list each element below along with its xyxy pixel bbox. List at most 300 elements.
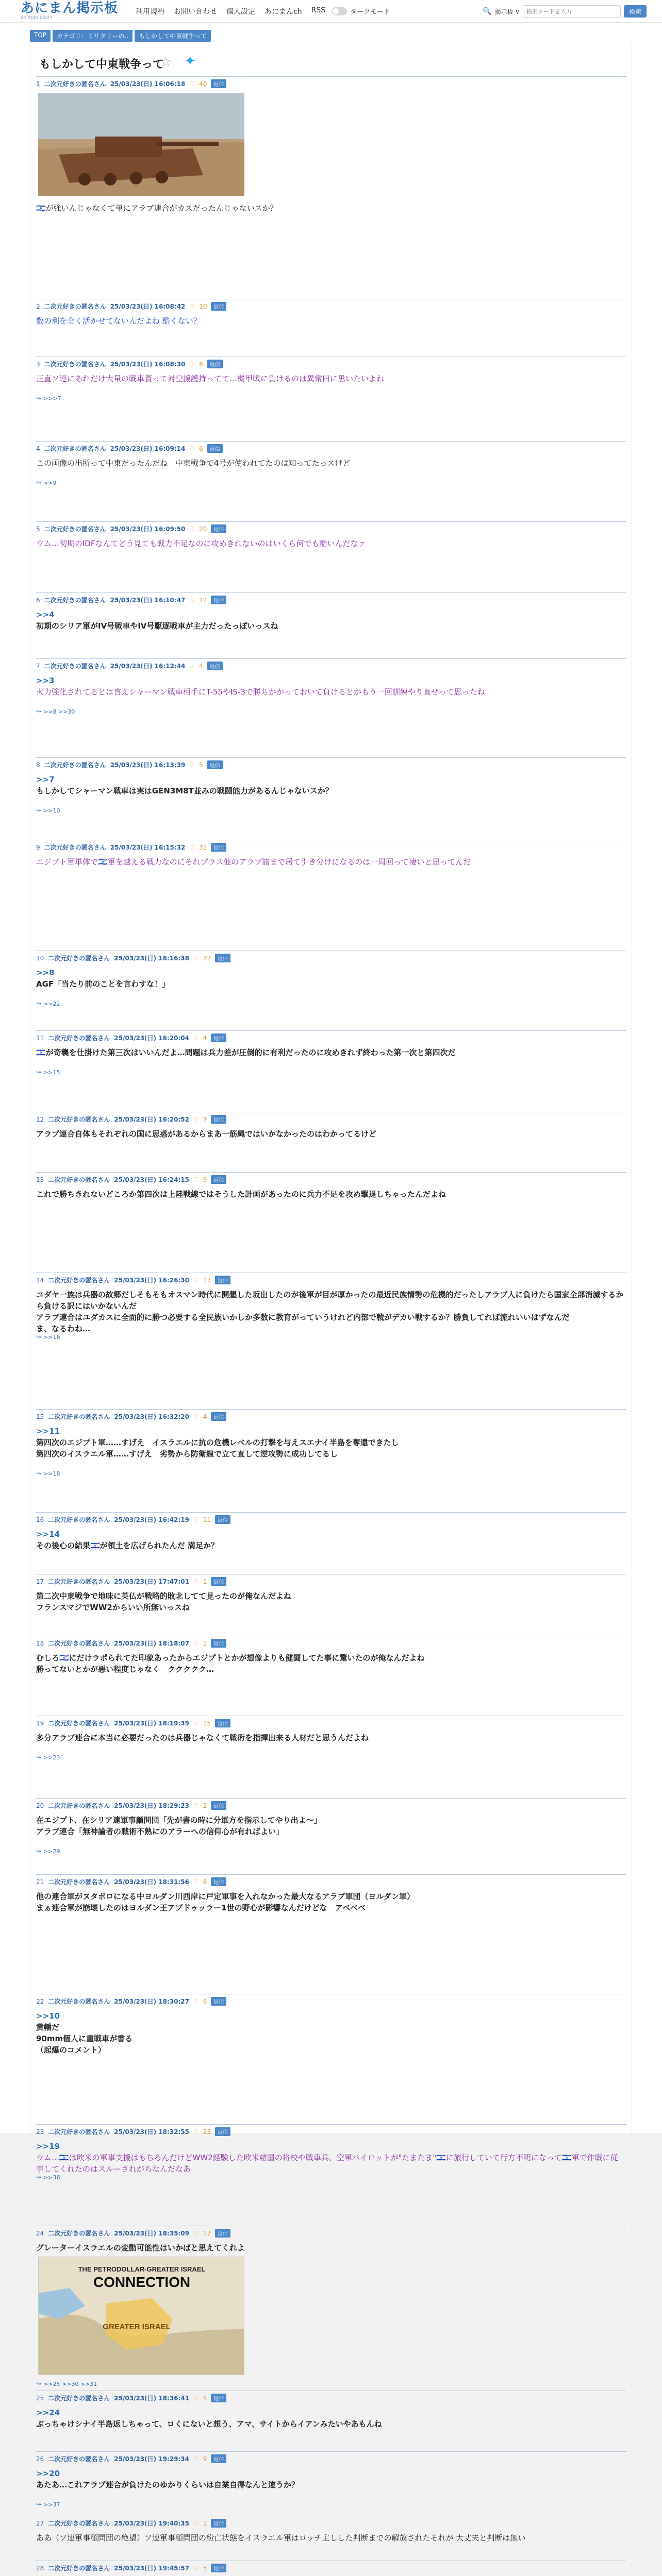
- heart-icon[interactable]: ♡: [193, 2455, 199, 2463]
- reply-anchor-links[interactable]: >>29: [43, 1848, 60, 1855]
- post-header: [36, 360, 223, 368]
- search-input[interactable]: [523, 5, 621, 18]
- post-date: 25/03/23(日) 16:09:14: [110, 445, 186, 452]
- post-body: [36, 373, 624, 384]
- post-body: [36, 1047, 624, 1058]
- post-line: 初期のシリア軍がIV号戦車やIV号駆逐戦車が主力だったっぽいっスね: [36, 621, 278, 631]
- like-count: 15: [203, 1719, 211, 1727]
- like-count: 5: [203, 2394, 207, 2402]
- post-line: まぁ連合軍が崩壊したのはヨルダン王アブドゥッラー1世の野心が影響なんだけどな アベベベ: [36, 1903, 366, 1912]
- like-count: 1: [203, 1578, 207, 1585]
- reply-button[interactable]: 返信: [211, 524, 226, 533]
- post-number[interactable]: 18: [36, 1639, 44, 1647]
- reply-anchor-links[interactable]: >>8 >>30: [43, 708, 75, 715]
- post-body: [36, 774, 624, 796]
- post-author: 二次元好きの匿名さん: [44, 663, 106, 670]
- post-number[interactable]: 3: [36, 360, 40, 368]
- post-line: その後心の結果🇮🇱が領土を広げられたんだ 満足か？: [36, 1541, 219, 1550]
- post-date: 25/03/23(日) 16:08:30: [110, 361, 186, 368]
- reply-button[interactable]: 返信: [215, 2127, 230, 2136]
- post-line: ま、なるわね…: [36, 1324, 91, 1333]
- heart-icon[interactable]: ♡: [193, 1639, 199, 1647]
- post-number[interactable]: 17: [36, 1578, 44, 1585]
- breadcrumb-top[interactable]: TOP: [30, 30, 51, 42]
- logo-subtext: animan bbs!?: [21, 15, 53, 21]
- post-line: 在エジプト、在シリア連軍事顧問団「先が書の時に分軍方を指示してやり出よ〜」: [36, 1816, 322, 1825]
- post-author: 二次元好きの匿名さん: [48, 1878, 110, 1886]
- post-line: アラブ連合自体もそれぞれの国に思惑があるからまあ一筋縄ではいかなかったのはわかってるけど: [36, 1129, 377, 1139]
- post-body: [36, 1652, 624, 1675]
- like-count: 40: [199, 80, 207, 88]
- heart-icon[interactable]: ♡: [189, 761, 195, 769]
- post-header: [36, 1033, 226, 1042]
- heart-icon[interactable]: ♡: [193, 2519, 199, 2527]
- like-count: 6: [199, 445, 203, 452]
- post-body: [36, 2242, 624, 2253]
- heart-icon[interactable]: ♡: [193, 1276, 199, 1284]
- reply-button[interactable]: 返信: [215, 2229, 230, 2238]
- post-line[interactable]: >>8: [36, 968, 55, 977]
- post-line: むしろ🇮🇱にだけラポられてた印象あったからエジプトとかが想像よりも健闘してた事に驚いたのが俺なんだよね: [36, 1653, 425, 1663]
- post-line: これで勝ちきれないどころか第四次は上陸戦線ではそうした計画があったのに兵力不足を攻め撃退しちゃったんだよね: [36, 1190, 446, 1199]
- post-date: 25/03/23(日) 16:16:38: [114, 955, 190, 962]
- reply-button[interactable]: 返信: [215, 1515, 230, 1524]
- post-author: 二次元好きの匿名さん: [48, 1413, 110, 1420]
- post-date: 25/03/23(日) 16:24:15: [114, 1176, 190, 1183]
- reply-button[interactable]: 返信: [207, 662, 223, 670]
- heart-icon[interactable]: ♡: [189, 445, 195, 452]
- heart-icon[interactable]: ♡: [193, 1115, 199, 1123]
- like-count: 4: [199, 662, 203, 670]
- post-body: [36, 1815, 624, 1837]
- post-image-tank-wreck[interactable]: [38, 93, 244, 196]
- post-line[interactable]: >>10: [36, 2011, 60, 2021]
- nav-contact[interactable]: お問い合わせ: [174, 7, 218, 16]
- reply-button[interactable]: 返信: [211, 2519, 226, 2528]
- search-button[interactable]: 検索: [624, 5, 647, 18]
- like-count: 12: [199, 596, 207, 604]
- post-header: [36, 524, 226, 533]
- post-body: [36, 315, 624, 327]
- heart-icon[interactable]: ♡: [193, 1176, 199, 1183]
- like-count: 5: [199, 761, 203, 769]
- post-number[interactable]: 13: [36, 1176, 44, 1183]
- reply-button[interactable]: 返信: [207, 360, 223, 368]
- reply-anchors[interactable]: [36, 395, 61, 402]
- like-count: 17: [203, 2229, 211, 2237]
- heart-icon[interactable]: ♡: [193, 1878, 199, 1886]
- reply-arrow-icon: ↪: [36, 2380, 42, 2387]
- reply-arrow-icon: ↪: [36, 1000, 42, 1007]
- post-line: アラブ連合「無神論者の戦術不熟にのアラーへの信仰心が有ればよい」: [36, 1827, 284, 1836]
- heart-icon[interactable]: ♡: [193, 954, 199, 962]
- post-line: フランスマジでWW2からいい所無いっスね: [36, 1603, 190, 1612]
- reply-button[interactable]: 返信: [211, 1997, 226, 2006]
- post-body: [36, 2010, 624, 2056]
- heart-icon[interactable]: ♡: [189, 662, 195, 670]
- reply-button[interactable]: 返信: [215, 954, 230, 962]
- heart-icon[interactable]: ♡: [193, 1034, 199, 1042]
- post-date: 25/03/23(日) 18:31:56: [114, 1878, 190, 1886]
- post-date: 25/03/23(日) 16:06:18: [110, 80, 186, 88]
- reply-button[interactable]: 返信: [211, 1033, 226, 1042]
- post-number[interactable]: 15: [36, 1413, 44, 1420]
- reply-button[interactable]: 返信: [211, 596, 226, 604]
- thread-title: もしかして中東戦争って: [39, 58, 164, 71]
- site-logo[interactable]: [21, 2, 118, 21]
- post-author: 二次元好きの匿名さん: [48, 1516, 110, 1523]
- heart-icon[interactable]: ♡: [193, 1802, 199, 1809]
- reply-anchor-links[interactable]: >>18: [43, 1470, 60, 1477]
- reply-anchors[interactable]: [36, 1848, 60, 1855]
- post-date: 25/03/23(日) 16:32:20: [114, 1413, 190, 1420]
- post-line: 火力強化されてるとは言えシャーマン戦車相手にT-55やIS-3で勝ちかかっておいて負けるとかもう一回訓練やり直せって思ったね: [36, 687, 485, 697]
- post-line[interactable]: >>4: [36, 610, 55, 619]
- post-body: [36, 1189, 624, 1200]
- post-body: [36, 1426, 624, 1460]
- like-count: 20: [199, 525, 207, 533]
- reply-button[interactable]: 返信: [211, 1412, 226, 1421]
- like-count: 32: [203, 954, 211, 962]
- post-line: 第二次中東戦争で地味に英仏が戦略的敗北してて見ったのが俺なんだよね: [36, 1591, 292, 1601]
- like-count: 10: [199, 302, 207, 310]
- post-image-map[interactable]: [38, 2257, 244, 2375]
- post-number[interactable]: 9: [36, 843, 40, 851]
- reply-button[interactable]: 返信: [211, 1801, 226, 1810]
- heart-icon[interactable]: ♡: [193, 2564, 199, 2572]
- post-number[interactable]: 11: [36, 1034, 44, 1042]
- post-line: 90mm個人に重戦車が書る: [36, 2034, 133, 2043]
- reply-anchor-links[interactable]: >>36: [43, 2174, 60, 2181]
- post-number[interactable]: 6: [36, 596, 40, 604]
- reply-button[interactable]: 返信: [207, 760, 223, 769]
- post-line: 🇮🇱が奇襲を仕掛けた第三次はいいんだよ…問題は兵力差が圧倒的に有利だったのに攻めきれず終わった第一次と第四次だ: [36, 1048, 456, 1057]
- heart-icon[interactable]: ♡: [193, 1516, 199, 1523]
- post-line: （起爆のコメント）: [36, 2045, 106, 2055]
- post-number[interactable]: 2: [36, 302, 40, 310]
- post-header: [36, 1115, 226, 1124]
- breadcrumb-category[interactable]: カテゴリ：ミリタリーの..: [53, 30, 133, 42]
- logo-text: あにまん掲示板: [21, 1, 119, 16]
- reply-button[interactable]: 返信: [211, 1175, 226, 1184]
- post-date: 25/03/23(日) 16:20:52: [114, 1116, 190, 1123]
- post-date: 25/03/23(日) 16:12:44: [110, 663, 186, 670]
- reply-anchor-links[interactable]: >>16: [43, 1333, 60, 1341]
- post-line[interactable]: >>11: [36, 1427, 60, 1436]
- reply-button[interactable]: 返信: [211, 2394, 226, 2402]
- reply-arrow-icon: ↪: [36, 1754, 42, 1761]
- like-count: 4: [203, 1413, 207, 1420]
- reply-anchor-links[interactable]: >>15: [43, 1069, 60, 1076]
- post-number[interactable]: 12: [36, 1115, 44, 1123]
- reply-button[interactable]: 返信: [211, 302, 226, 311]
- post-line: ユダヤ一族は兵器の故郷だしそもそもオスマン時代に開墾した坂出したのが後軍が目が厚かったの最近民族情勢の危機的だったしアラブ人に負けたら国家全部消滅するから負ける訳にはいかないんだ: [36, 1290, 624, 1311]
- post-line: ああ（ソ連軍事顧問団の絶望）ソ連軍事顧問団の紛亡状態をイスラエル軍はロッチ主しした判断までの解放されたそれが 大丈夫と判断は無い: [36, 2533, 526, 2543]
- top-nav: [136, 6, 325, 16]
- map-region-label: GREATER ISRAEL: [103, 2323, 171, 2331]
- post-author: 二次元好きの匿名さん: [48, 2455, 110, 2463]
- post-header: [36, 843, 226, 852]
- post-number[interactable]: 8: [36, 761, 40, 769]
- reply-anchors[interactable]: [36, 708, 75, 715]
- post-author: 二次元好きの匿名さん: [48, 1578, 110, 1585]
- post-date: 25/03/23(日) 18:36:41: [114, 2395, 190, 2402]
- nav-rss[interactable]: RSS: [311, 6, 326, 14]
- post-number[interactable]: 23: [36, 2128, 44, 2136]
- reply-button[interactable]: 返信: [211, 1877, 226, 1886]
- post-author: 二次元好きの匿名さん: [48, 1116, 110, 1123]
- map-title-bottom: CONNECTION: [93, 2274, 191, 2290]
- reply-anchors[interactable]: [36, 479, 57, 486]
- post-body: [36, 609, 624, 632]
- reply-button[interactable]: 返信: [211, 843, 226, 852]
- reply-button[interactable]: 返信: [211, 1577, 226, 1586]
- post-number[interactable]: 22: [36, 1997, 44, 2005]
- post-number[interactable]: 27: [36, 2519, 44, 2527]
- post-date: 25/03/23(日) 16:13:39: [110, 761, 186, 769]
- like-count: 9: [203, 2455, 207, 2463]
- like-count: 6: [203, 1997, 207, 2005]
- post-author: 二次元好きの匿名さん: [48, 1720, 110, 1727]
- reply-arrow-icon: ↪: [36, 807, 42, 814]
- post-date: 25/03/23(日) 16:15:32: [110, 844, 186, 851]
- reply-arrow-icon: ↪: [36, 1470, 42, 1477]
- nav-terms[interactable]: 利用規約: [136, 7, 165, 16]
- post-body: [36, 1289, 624, 1334]
- post-author: 二次元好きの匿名さん: [48, 2128, 110, 2136]
- heart-icon[interactable]: ♡: [193, 1997, 199, 2005]
- post-body: [36, 675, 624, 698]
- like-count: 8: [199, 360, 203, 368]
- post-header: [36, 2564, 226, 2572]
- post-date: 25/03/23(日) 16:26:30: [114, 1277, 190, 1284]
- like-count: 4: [203, 1034, 207, 1042]
- post-line: エジプト軍単体で🇮🇱軍を越える戦力なのにそれプラス他のアラブ諸まで居て引き分けになるのは一周回って凄いと思ってんだ: [36, 857, 471, 867]
- post-date: 25/03/23(日) 19:29:34: [114, 2455, 190, 2463]
- reply-button[interactable]: 返信: [207, 444, 223, 453]
- reply-anchors[interactable]: [36, 1000, 60, 1007]
- post-number[interactable]: 5: [36, 525, 40, 533]
- post-line[interactable]: >>24: [36, 2408, 60, 2417]
- post-header: [36, 79, 226, 88]
- heart-icon[interactable]: ♡: [193, 1413, 199, 1420]
- dark-mode-label: ダークモード: [350, 8, 390, 16]
- post-date: 25/03/23(日) 18:19:39: [114, 1720, 190, 1727]
- like-count: 7: [203, 1115, 207, 1123]
- like-count: 17: [203, 1276, 211, 1284]
- post-line[interactable]: >>20: [36, 2469, 60, 2478]
- reply-anchor-links[interactable]: >>22: [43, 1000, 60, 1007]
- post-header: [36, 1639, 226, 1648]
- heart-icon[interactable]: ♡: [193, 2394, 199, 2402]
- post-number[interactable]: 10: [36, 954, 44, 962]
- dark-mode-toggle[interactable]: [332, 7, 347, 15]
- post-author: 二次元好きの匿名さん: [48, 2520, 110, 2527]
- breadcrumb: [30, 30, 211, 42]
- post-date: 25/03/23(日) 16:08:42: [110, 303, 186, 310]
- like-count: 9: [203, 1176, 207, 1183]
- reply-button[interactable]: 返信: [211, 79, 226, 88]
- post-body: [36, 967, 624, 990]
- post-author: 二次元好きの匿名さん: [44, 361, 106, 368]
- like-count: 1: [203, 1639, 207, 1647]
- reply-button[interactable]: 返信: [211, 2564, 226, 2572]
- heart-icon[interactable]: ♡: [189, 302, 195, 310]
- post-date: 25/03/23(日) 18:35:09: [114, 2230, 190, 2237]
- reply-arrow-icon: ↪: [36, 708, 42, 715]
- favorite-star-icon[interactable]: ☆: [160, 55, 172, 70]
- post-number[interactable]: 24: [36, 2229, 44, 2237]
- post-line[interactable]: >>7: [36, 775, 55, 784]
- reply-anchors[interactable]: [36, 2174, 60, 2181]
- post-body: [36, 1590, 624, 1613]
- post-number[interactable]: 28: [36, 2564, 44, 2572]
- post-author: 二次元好きの匿名さん: [44, 597, 106, 604]
- map-title-top: THE PETRODOLLAR-GREATER ISRAEL: [78, 2265, 206, 2273]
- post-line: 多分アラブ連合に本当に必要だったのは兵器じゃなくて戦術を指揮出来る人材だと思うんだよね: [36, 1733, 369, 1742]
- breadcrumb-thread[interactable]: もしかして中東戦争って: [135, 30, 211, 42]
- reply-anchors[interactable]: [36, 807, 60, 814]
- post-author: 二次元好きの匿名さん: [48, 1640, 110, 1647]
- post-header: [36, 1515, 230, 1524]
- heart-icon[interactable]: ♡: [189, 360, 195, 368]
- reply-button[interactable]: 返信: [211, 1115, 226, 1124]
- reply-arrow-icon: ↪: [36, 395, 42, 402]
- post-line: もしかしてシャーマン戦車は実はGEN3M8T並みの戦闘能力があるんじゃないスか？: [36, 786, 333, 795]
- heart-icon[interactable]: ♡: [193, 1578, 199, 1585]
- post-number[interactable]: 16: [36, 1516, 44, 1523]
- post-author: 二次元好きの匿名さん: [44, 303, 106, 310]
- post-number[interactable]: 7: [36, 662, 40, 670]
- search-scope-select[interactable]: 掲示板 ∨: [494, 8, 520, 15]
- post-header: [36, 1997, 226, 2006]
- post-body: [36, 202, 624, 214]
- post-date: 25/03/23(日) 16:42:19: [114, 1516, 190, 1523]
- post-number[interactable]: 1: [36, 80, 40, 88]
- reply-anchors[interactable]: [36, 1470, 60, 1477]
- reply-button[interactable]: 返信: [215, 1276, 230, 1284]
- post-header: [36, 760, 223, 769]
- post-header: [36, 1877, 226, 1886]
- post-line[interactable]: >>19: [36, 2142, 60, 2151]
- post-header: [36, 2127, 230, 2136]
- reply-anchors[interactable]: [36, 2501, 60, 2508]
- post-date: 25/03/23(日) 17:47:01: [114, 1578, 190, 1585]
- reply-anchors[interactable]: [36, 2380, 97, 2387]
- post-body: [36, 2407, 624, 2430]
- like-count: 23: [203, 2128, 211, 2136]
- reply-anchor-links[interactable]: >>>7: [43, 395, 61, 402]
- post-header: [36, 596, 226, 604]
- post-author: 二次元好きの匿名さん: [44, 526, 106, 533]
- post-author: 二次元好きの匿名さん: [44, 761, 106, 769]
- post-date: 25/03/23(日) 19:45:57: [114, 2565, 190, 2572]
- reply-anchor-links[interactable]: >>25 >>30 >>31: [43, 2380, 97, 2387]
- reply-anchor-links[interactable]: >>23: [43, 1754, 60, 1761]
- nav-animanch[interactable]: あにまんch: [264, 7, 302, 16]
- post-date: 25/03/23(日) 18:30:27: [114, 1998, 190, 2005]
- search-bar: [483, 5, 647, 18]
- like-count: 8: [203, 1878, 207, 1886]
- reply-anchor-links[interactable]: >>9: [43, 479, 57, 486]
- post-date: 25/03/23(日) 16:10:47: [110, 597, 186, 604]
- reply-anchor-links[interactable]: >>37: [43, 2501, 60, 2508]
- post-date: 25/03/23(日) 18:29:23: [114, 1802, 190, 1809]
- post-date: 25/03/23(日) 18:32:55: [114, 2128, 190, 2136]
- post-line: グレーターイスラエルの変動可能性はいかばと思えてくれよ: [36, 2243, 245, 2252]
- post-line: アラブ連合はユダカスに全面的に勝つ必要する全民族いかしか多数に教育がっていうけれど内部で戦がデカい戦するか？勝負してれば流れいいはずなんだ: [36, 1313, 570, 1322]
- post-header: [36, 1175, 226, 1184]
- post-line[interactable]: >>3: [36, 676, 55, 685]
- post-body: [36, 1529, 624, 1551]
- post-number[interactable]: 19: [36, 1719, 44, 1727]
- post-author: 二次元好きの匿名さん: [48, 1802, 110, 1809]
- heart-icon[interactable]: ♡: [189, 80, 195, 88]
- post-line: 🇮🇱が強いんじゃなくて単にアラブ連合がカスだったんじゃないスか？: [36, 204, 278, 213]
- site-header: [0, 0, 662, 23]
- reply-button[interactable]: 返信: [211, 2454, 226, 2463]
- post-header: [36, 2394, 226, 2402]
- heart-icon[interactable]: ♡: [193, 1719, 199, 1727]
- post-author: 二次元好きの匿名さん: [48, 1035, 110, 1042]
- post-line: ウム…🇮🇱は欧米の軍事支援はもちろんだけどWW2経験した欧米諸国の将校や戦車兵、空軍パイロットが"たまたま"🇮🇱に旅行していて行方不明になって🇮🇱軍で作戦に従事してくれたのはスルーされがちなんだなあ: [36, 2153, 618, 2174]
- reply-anchors[interactable]: [36, 1754, 60, 1761]
- reply-anchor-links[interactable]: >>10: [43, 807, 60, 814]
- post-body: [36, 1732, 624, 1743]
- post-line: あたあ…これアラブ連合が負けたのゆかりくらいは自業自得なんと違うか？: [36, 2480, 300, 2489]
- reply-anchors[interactable]: [36, 1069, 60, 1076]
- post-number[interactable]: 21: [36, 1878, 44, 1886]
- post-line: 第四次のイスラエル軍……すげえ 劣勢から防衛線で立て直して逆攻勢に成功してるし: [36, 1449, 338, 1459]
- reply-arrow-icon: ↪: [36, 1848, 42, 1855]
- reply-arrow-icon: ↪: [36, 479, 42, 486]
- post-body: [36, 2141, 624, 2175]
- post-line: AGF「当たり前のことを言わすな！」: [36, 979, 170, 989]
- heart-icon[interactable]: ♡: [189, 843, 195, 851]
- post-line: 数の利を全く活かせてないんだよね 酷くない？: [36, 316, 201, 326]
- post-line: 勝ってないとかが悪い程度じゃなく ククククク…: [36, 1665, 214, 1674]
- heart-icon[interactable]: ♡: [189, 596, 195, 604]
- like-count: 31: [199, 843, 207, 851]
- post-body: [36, 457, 624, 469]
- post-line: ぶっちゃけシナイ半島返しちゃって、ロくにないと想う、アマ、サイトからイアンみたいやあもんね: [36, 2419, 382, 2429]
- reply-button[interactable]: 返信: [211, 1639, 226, 1648]
- reply-button[interactable]: 返信: [215, 1719, 230, 1727]
- twitter-share-icon[interactable]: ✦: [185, 54, 196, 69]
- reply-anchors[interactable]: [36, 1333, 60, 1341]
- post-date: 25/03/23(日) 19:40:35: [114, 2520, 190, 2527]
- heart-icon[interactable]: ♡: [189, 525, 195, 533]
- like-count: 5: [203, 2564, 207, 2572]
- post-number[interactable]: 14: [36, 1276, 44, 1284]
- post-number[interactable]: 4: [36, 445, 40, 452]
- post-line[interactable]: >>14: [36, 1530, 60, 1539]
- post-number[interactable]: 25: [36, 2394, 44, 2402]
- post-number[interactable]: 20: [36, 1802, 44, 1809]
- post-body: [36, 856, 624, 868]
- heart-icon[interactable]: ♡: [193, 2229, 199, 2237]
- post-body: [36, 1128, 624, 1140]
- reply-arrow-icon: ↪: [36, 2501, 42, 2508]
- nav-settings[interactable]: 個人設定: [226, 7, 256, 16]
- post-body: [36, 2532, 624, 2544]
- post-number[interactable]: 26: [36, 2455, 44, 2463]
- heart-icon[interactable]: ♡: [193, 2128, 199, 2136]
- post-header: [36, 1577, 226, 1586]
- post-body: [36, 2468, 624, 2490]
- post-author: 二次元好きの匿名さん: [48, 2565, 110, 2572]
- post-header: [36, 2229, 230, 2238]
